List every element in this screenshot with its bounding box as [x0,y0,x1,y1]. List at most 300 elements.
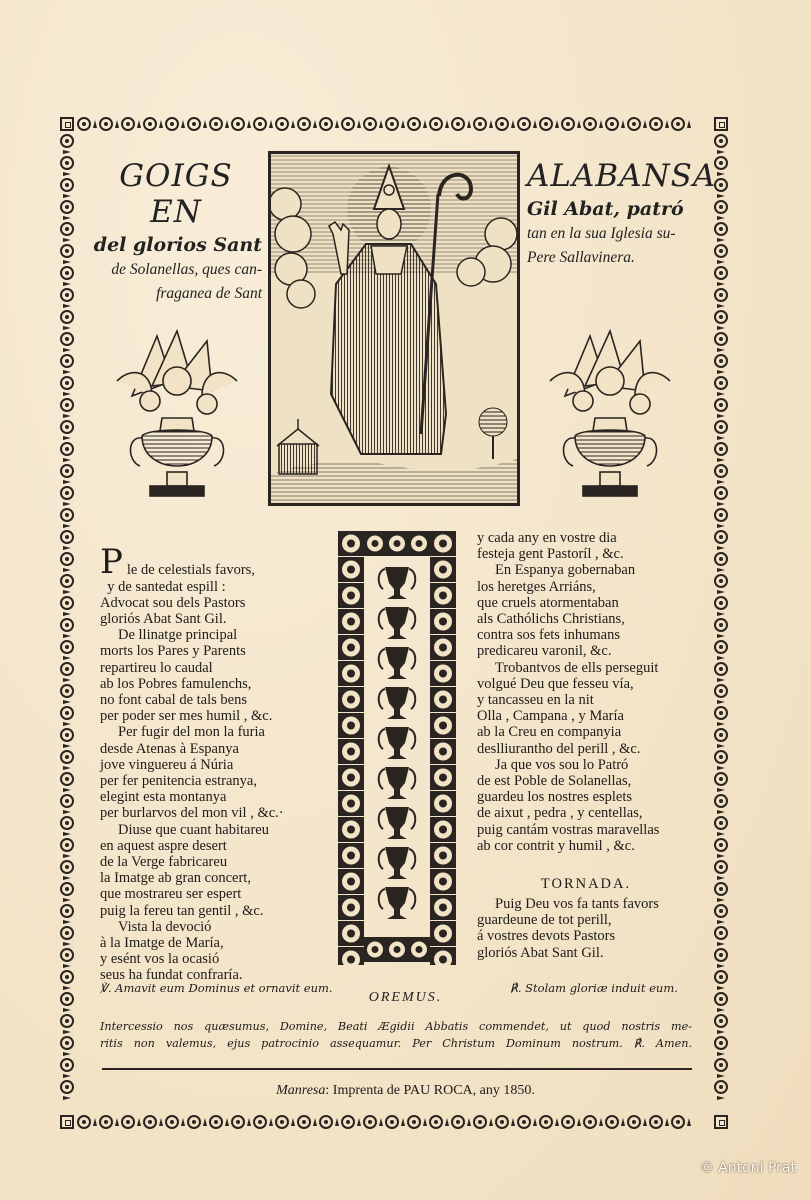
leaf-icon [60,919,74,925]
urn-handle [409,809,415,829]
urn-handle [409,769,415,789]
scroll-swirl-center [439,644,447,652]
rosette-icon [143,117,157,131]
rosette-icon [451,1115,465,1129]
verse-line: contra sos fets inhumans [477,627,620,644]
imprint [0,1083,811,1099]
border-corner-icon [714,1115,728,1129]
rosette-icon [60,508,74,522]
leaf-icon [714,171,728,177]
leaf-icon [466,117,472,131]
rosette-icon [165,1115,179,1129]
prayer-line-1: Intercessio nos quæsumus, Domine, Beati Ægidii Abbatis commendet, ut quod nostris me- [100,1020,692,1033]
leaf-icon [714,853,728,859]
rosette-icon [605,117,619,131]
verse-line: repartireu lo caudal [100,659,213,676]
rosette-icon [714,1036,728,1050]
leaf-icon [312,1115,318,1129]
leaf-icon [714,347,728,353]
rosette-icon [341,1115,355,1129]
rosette-icon [539,1115,553,1129]
leaf-icon [92,1115,98,1129]
leaf-icon [60,479,74,485]
verse-line: Advocat sou dels Pastors [100,594,246,611]
rosette-icon [60,552,74,566]
leaf-icon [714,281,728,287]
rosette-icon [714,222,728,236]
rosette-icon [714,860,728,874]
rosette-icon [473,117,487,131]
scroll-swirl-center [439,670,447,678]
leaf-icon [334,117,340,131]
leaf-icon [714,831,728,837]
rosette-icon [714,354,728,368]
leaf-icon [576,117,582,131]
rosette-icon [253,1115,267,1129]
rosette-icon [60,838,74,852]
rosette-icon [714,288,728,302]
scroll-swirl-center [416,946,423,953]
rosette-icon [583,117,597,131]
rosette-icon [60,860,74,874]
title-left-block [80,158,262,306]
rosette-icon [77,117,91,131]
scroll-swirl-center [347,566,355,574]
scroll-swirl-center [347,670,355,678]
leaf-icon [400,117,406,131]
leaf-icon [714,259,728,265]
leaf-icon [714,765,728,771]
scroll-swirl-center [372,946,379,953]
verse-line: elegint esta montanya [100,789,227,806]
leaf-icon [444,117,450,131]
leaf-icon [714,699,728,705]
verse-line: puig la fereu tan gentil , &c. [100,902,264,919]
scroll-swirl-center [372,540,379,547]
leaf-icon [60,435,74,441]
verse-line: en aquest aspre desert [100,837,227,854]
border-corner-icon [714,117,728,131]
rosette-icon [714,750,728,764]
rosette-icon [429,1115,443,1129]
leaf-icon [60,281,74,287]
rosette-icon [714,816,728,830]
verse-line: Olla , Campana , y María [477,708,624,725]
scroll-swirl-center [347,592,355,600]
scroll-swirl-center [439,774,447,782]
leaf-icon [60,171,74,177]
rosette-icon [714,904,728,918]
rosette-icon [583,1115,597,1129]
versicle: ℣. Amavit eum Dominus et ornavit eum. [100,981,333,995]
rosette-icon [714,442,728,456]
leaf-icon [290,1115,296,1129]
leaf-icon [714,919,728,925]
leaf-icon [60,149,74,155]
leaf-icon [378,117,384,131]
leaf-icon [400,1115,406,1129]
rosette-icon [517,1115,531,1129]
scroll-swirl-center [347,826,355,834]
leaf-icon [60,941,74,947]
leaf-icon [686,117,692,131]
leaf-icon [422,1115,428,1129]
rosette-icon [60,288,74,302]
leaf-icon [554,1115,560,1129]
flower-vase-right-icon [545,326,675,506]
leaf-icon [290,117,296,131]
scroll-swirl-center [394,946,401,953]
leaf-icon [488,117,494,131]
leaf-icon [714,567,728,573]
leaf-icon [714,303,728,309]
leaf-icon [60,699,74,705]
rosette-icon [60,464,74,478]
rosette-icon [60,1036,74,1050]
leaf-icon [158,117,164,131]
urn-handle [379,849,385,869]
rosette-icon [209,117,223,131]
scroll-swirl-center [347,748,355,756]
leaf-icon [714,523,728,529]
verse-line: Puig Deu vos fa tants favors [495,896,659,912]
scroll-swirl-center [439,878,447,886]
leaf-icon [158,1115,164,1129]
urn-handle [379,809,385,829]
verse-line: als Cathólichs Christians, [477,611,625,628]
rosette-icon [714,618,728,632]
leaf-icon [60,369,74,375]
leaf-icon [598,117,604,131]
title-line-2-left: del glorios Sant [93,234,262,256]
leaf-icon [60,501,74,507]
rosette-icon [407,117,421,131]
leaf-icon [136,117,142,131]
verse-line: que mostrareu ser espert [100,886,242,903]
leaf-icon [554,117,560,131]
rosette-icon [495,1115,509,1129]
urn-handle [409,649,415,669]
urn-handle [409,689,415,709]
leaf-icon [268,117,274,131]
border-left-ornament [59,133,75,1113]
verse-line: deslliurantho del perill , &c. [477,740,641,757]
leaf-icon [60,765,74,771]
scroll-swirl-center [347,904,355,912]
title-line-3-right: tan en la sua Iglesia su- [527,225,676,242]
leaf-icon [714,435,728,441]
leaf-icon [60,303,74,309]
scroll-swirl-center [347,930,355,938]
rosette-icon [385,117,399,131]
leaf-icon [714,743,728,749]
tornada-verses [477,896,702,961]
urn-handle [409,889,415,909]
leaf-icon [576,1115,582,1129]
urn-handle [379,729,385,749]
verse-line: ab la Creu en companyia [477,724,622,741]
title-line-3-left: de Solanellas, ques can- [111,261,262,278]
leaf-icon [180,1115,186,1129]
rosette-icon [714,926,728,940]
leaf-icon [714,457,728,463]
rosette-icon [60,420,74,434]
rosette-icon [297,117,311,131]
border-corner-icon [60,117,74,131]
verse-line: y esént vos la ocasió [100,951,220,968]
leaf-icon [620,1115,626,1129]
rosette-icon [714,420,728,434]
rosette-icon [60,354,74,368]
verse-line: Per fugir del mon la furia [118,724,265,741]
rosette-icon [60,640,74,654]
verse-line: que cruels atormentaban [477,594,619,611]
leaf-icon [532,117,538,131]
rosette-icon [60,376,74,390]
scroll-swirl-center [439,956,447,964]
leaf-icon [60,391,74,397]
rosette-icon [605,1115,619,1129]
leaf-icon [312,117,318,131]
verse-line: la Imatge ab gran concert, [100,870,251,887]
scroll-swirl-center [347,696,355,704]
rosette-icon [187,117,201,131]
rosette-icon [714,772,728,786]
rosette-icon [60,1014,74,1028]
leaf-icon [136,1115,142,1129]
imprint-rest: : Imprenta de PAU ROCA, any 1850. [325,1083,535,1098]
scroll-swirl-center [439,540,447,548]
rosette-icon [60,398,74,412]
scroll-swirl-center [347,878,355,886]
rosette-icon [714,266,728,280]
leaf-icon [714,963,728,969]
rosette-icon [187,1115,201,1129]
leaf-icon [60,633,74,639]
rosette-icon [649,117,663,131]
scroll-swirl-center [347,644,355,652]
verse-line: festeja gent Pastoríl , &c. [477,546,624,563]
rosette-icon [60,772,74,786]
rosette-icon [165,117,179,131]
leaf-icon [202,1115,208,1129]
leaf-icon [60,611,74,617]
leaf-icon [714,897,728,903]
rosette-icon [121,1115,135,1129]
leaf-icon [268,1115,274,1129]
urn-handle [379,689,385,709]
leaf-icon [60,237,74,243]
rosette-icon [714,1014,728,1028]
urn-handle [409,609,415,629]
rosette-icon [714,332,728,346]
rosette-icon [561,117,575,131]
leaf-icon [714,1029,728,1035]
verse-line: à la Imatge de María, [100,935,224,952]
oremus-heading: OREMUS. [368,990,443,1005]
scroll-swirl-center [439,852,447,860]
verse-line: ab cor contrit y humil , &c. [477,837,635,854]
leaf-icon [60,457,74,463]
rosette-icon [714,882,728,896]
leaf-icon [714,391,728,397]
verse-line: y cada any en vostre dia [477,530,617,546]
leaf-icon [60,193,74,199]
leaf-icon [60,743,74,749]
rosette-icon [714,398,728,412]
verse-line: morts los Pares y Parents [100,643,246,660]
leaf-icon [620,117,626,131]
rosette-icon [60,332,74,346]
rosette-icon [60,574,74,588]
rosette-icon [714,244,728,258]
leaf-icon [60,413,74,419]
verses-right-column [477,530,702,854]
rosette-icon [714,508,728,522]
verse-line: gloriós Abat Sant Gil. [477,944,604,961]
scroll-swirl-center [347,852,355,860]
leaf-icon [714,149,728,155]
leaf-icon [714,721,728,727]
scroll-swirl-center [439,800,447,808]
leaf-icon [60,523,74,529]
leaf-icon [714,479,728,485]
verse-line: gloriós Abat Sant Gil. [100,611,227,628]
scroll-swirl-center [347,800,355,808]
leaf-icon [714,215,728,221]
scroll-swirl-center [347,956,355,964]
rosette-icon [319,1115,333,1129]
leaf-icon [642,117,648,131]
leaf-icon [714,413,728,419]
rosette-icon [714,794,728,808]
leaf-icon [714,237,728,243]
verse-line: per poder ser mes humil , &c. [100,708,273,725]
scroll-swirl-center [347,722,355,730]
scroll-swirl-center [439,826,447,834]
leaf-icon [246,1115,252,1129]
scroll-swirl-center [416,540,423,547]
rosette-icon [60,750,74,764]
scroll-swirl-center [439,618,447,626]
rosette-icon [714,728,728,742]
leaf-icon [510,117,516,131]
rosette-icon [60,618,74,632]
rosette-icon [60,442,74,456]
rosette-icon [714,552,728,566]
leaf-icon [60,853,74,859]
leaf-icon [378,1115,384,1129]
rosette-icon [60,310,74,324]
rosette-icon [714,310,728,324]
leaf-icon [60,677,74,683]
leaf-icon [664,117,670,131]
rosette-icon [495,117,509,131]
rosette-icon [671,117,685,131]
rosette-icon [60,948,74,962]
verse-line: y de santedat espill : [100,578,226,595]
leaf-icon [642,1115,648,1129]
leaf-icon [60,325,74,331]
urn-icon [385,847,409,879]
rosette-icon [121,117,135,131]
rosette-icon [60,244,74,258]
rosette-icon [714,948,728,962]
leaf-icon [510,1115,516,1129]
rosette-icon [60,926,74,940]
leaf-icon [714,875,728,881]
rosette-icon [275,117,289,131]
verse-line: per fer penitencia estranya, [100,773,257,790]
scroll-swirl-center [394,540,401,547]
verse-line: guardeune de tot perill, [477,912,612,929]
rosette-icon [714,486,728,500]
rosette-icon [60,222,74,236]
leaf-icon [60,963,74,969]
verse-line: le de celestials favors, [126,562,255,579]
rosette-icon [275,1115,289,1129]
verse-line: Trobantvos de ells perseguit [495,659,659,676]
rosette-icon [60,728,74,742]
urn-handle [379,769,385,789]
leaf-icon [60,721,74,727]
rosette-icon [60,486,74,500]
rosette-icon [714,970,728,984]
rosette-icon [714,156,728,170]
scroll-swirl-center [439,930,447,938]
urn-icon [385,647,409,679]
urn-handle [409,849,415,869]
leaf-icon [60,1029,74,1035]
rosette-icon [714,706,728,720]
verse-line: de est Poble de Solanellas, [477,773,632,790]
leaf-icon [60,1007,74,1013]
verse-line: Ja que vos sou lo Patró [495,756,629,773]
scroll-swirl-center [439,566,447,574]
rosette-icon [231,117,245,131]
leaf-icon [246,117,252,131]
title-right-block [527,158,717,270]
title-line-4-left: fraganea de Sant [156,285,262,302]
border-bottom-ornament [76,1114,712,1130]
leaf-icon [60,655,74,661]
rosette-icon [60,596,74,610]
leaf-icon [60,215,74,221]
drop-cap: P [100,542,123,583]
leaf-icon [60,567,74,573]
flower-vase-left-image [112,326,242,506]
rosette-icon [60,816,74,830]
rosette-icon [231,1115,245,1129]
verse-line: desde Atenas à Espanya [100,740,239,757]
rosette-icon [714,134,728,148]
rosette-icon [714,684,728,698]
title-alabansa: ALABANSA [527,158,717,194]
urn-handle [379,609,385,629]
leaf-icon [60,787,74,793]
rosette-icon [473,1115,487,1129]
rosette-icon [99,1115,113,1129]
rosette-icon [60,882,74,896]
leaf-icon [714,787,728,793]
leaf-icon [356,117,362,131]
rosette-icon [60,904,74,918]
rosette-icon [341,117,355,131]
border-corner-icon [60,1115,74,1129]
scroll-swirl-center [439,696,447,704]
rosette-icon [714,574,728,588]
scroll-swirl-center [439,748,447,756]
